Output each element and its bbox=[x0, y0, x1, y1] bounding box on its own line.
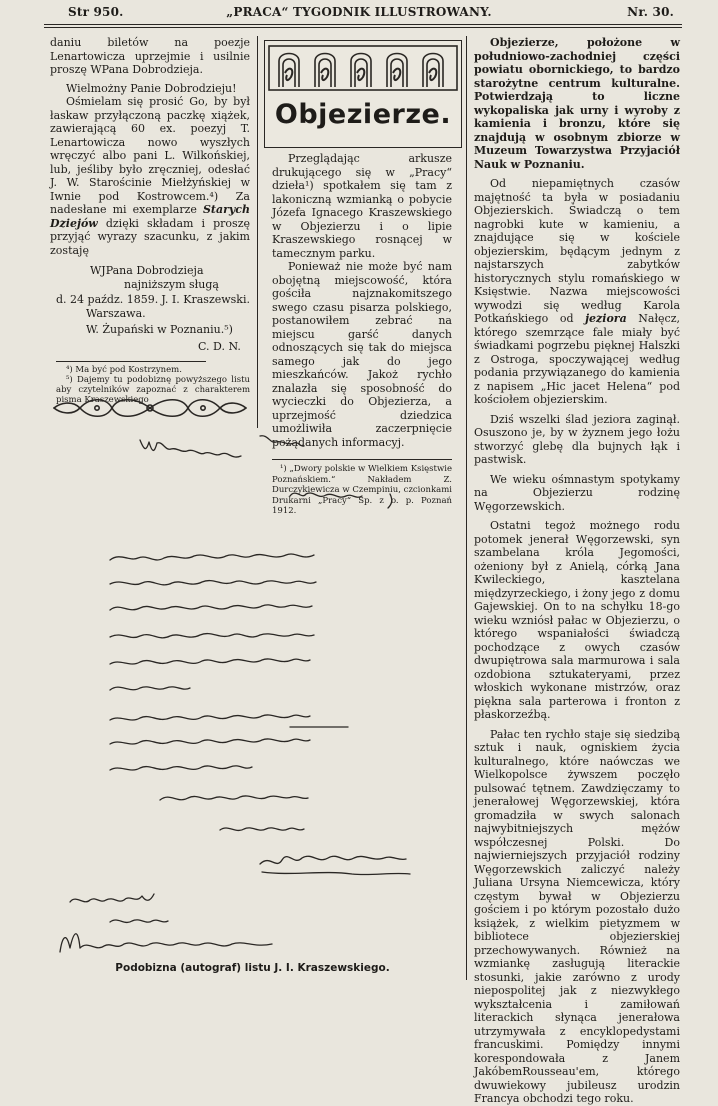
right-column bbox=[474, 36, 680, 1106]
handwritten-letter-facsimile bbox=[50, 432, 455, 962]
article-title-box bbox=[264, 40, 462, 148]
footnote-4: ⁴) Ma być pod Kostrzynem. bbox=[66, 365, 182, 375]
right-paragraph-1: Objezierze, położone w południowo-zachodniej części powiatu obornickiego, to bardzo starożytne centrum kulturalne. Potwierdzają to liczne wykopaliska jak urny i wyroby z kamienia i bronzu, które się znajdują w osobnym zbiorze w Muzeum Towarzystwa Przyjaciół Nauk w Poznaniu. bbox=[474, 36, 680, 171]
middle-paragraph-1: Przeglądając arkusze drukującego się w „Pracy“ dzieła¹) spotkałem się tam z lakoniczną wzmianką o pobycie Józefa Ignacego Kraszewskiego w Objezierzu i o lipie Kraszewskiego rosnącej w tamecznym parku. bbox=[272, 152, 452, 260]
letter-body: Ośmielam się prosić Go, by był łaskaw przyłączoną paczkę xiążek, zawierającą 60 ex. poezyj T. Lenartowicza nowo wyszłych wręczyć albo pani L. Wilkońskiej, lub, jeśliby było zręczniej, odesłać J. W. Starościnie Miełżyńskiej w Iwnie pod Kostrowcem.⁴) Za nadesłane mi exemplarze Starych Dziejów dzięki składam i proszę przyjąć wyrazy szacunku, z jakim zostaję bbox=[50, 95, 251, 257]
letter-date: d. 24 paźdz. 1859. bbox=[56, 293, 159, 306]
header-rule bbox=[44, 24, 682, 25]
ornamental-divider bbox=[50, 395, 250, 421]
publication-title: „PRACA“ TYGODNIK ILLUSTROWANY. bbox=[226, 5, 492, 19]
right-paragraph-2: Od niepamiętnych czasów majętność ta była w posiadaniu Objezierskich. Świadczą o tem nagrobki kute w kamieniu, a znajdujące się w kościele objezierskim, będącym jednym z najstarszych zabytków historycznych stylu romańskiego w Księstwie. Nazwa miejscowości wywodzi się według Karola Potkańskiego od jeziora Nałęcz, którego szemrzące fale miały być świadkami pogrzebu pięknej Halszki z Ostroga, spoczywającej według podania przywiązanego do kamienia z napisem „Hic jacet Helena“ pod kościołem objezierskim. bbox=[474, 177, 680, 406]
header-rule-thin bbox=[44, 27, 682, 28]
letter-signature: J. I. Kraszewski. bbox=[161, 293, 250, 306]
letter-closing-1: WJPana Dobrodzieja bbox=[90, 264, 204, 277]
footnote-1: ¹) „Dwory polskie w Wielkiem Księstwie Poznańskiem.“ Nakładem Z. Durczykiewicza w Czempiniu, czcionkami Drukarni „Pracy“ Sp. z o. p. Poznań 1912. bbox=[272, 464, 452, 516]
right-paragraph-4: We wieku ośmnastym spotykamy na Objezierzu rodzinę Węgorzewskich. bbox=[474, 472, 680, 513]
footnote-rule bbox=[56, 361, 206, 362]
left-paragraph-1: daniu biletów na poezje Lenartowicza uprzejmie i usilnie proszę WPana Dobrodzieja. bbox=[50, 36, 250, 76]
footnote-5: ⁵) Dajemy tu podobiznę powyższego listu aby czytelników zapoznać z charakterem pisma Kraszewskiego bbox=[56, 375, 250, 405]
issue-number: Nr. 30. bbox=[627, 5, 674, 19]
right-paragraph-6: Pałac ten rychło staje się siedzibą sztuk i nauk, ogniskiem życia kulturalnego, które naówczas we Wielkopolsce żywszem poczęło pulsować tętnem. Zawdzięczamy to jenerałowej Węgorzewskiej, która gromadziła w swych salonach najwybitniejszych mężów współczesnej Polski. Do najwierniejszych przyjaciół rodziny Węgorzewskich zaliczyć należy Juliana Ursyna Niemcewicza, który częstym bywał w Objezierzu gościem i po którym pozostało dużo książek, z wielkim pietyzmem w bibliotece objezierskiej przechowywanych. Również na wzmiankę zasługują literackie stosunki, jakie zarówno z urody niepospolitej jak z niezwykłego wykształcenia i zamiłowań literackich słynąca jenerałowa utrzymywała z encyklopedystami francuskimi. Pomiędzy innymi korespondowała z Janem JakóbemRousseau'em, którego dwuwiekowy jubileusz urodzin Francya obchodzi tego roku. bbox=[474, 727, 680, 1105]
column-rule-left bbox=[257, 36, 258, 428]
letter-place: Warszawa. bbox=[86, 306, 146, 320]
right-paragraph-5: Ostatni tegoż możnego rodu potomek jenerał Węgorzewski, syn szambelana króla Jegomości, ożeniony był z Anielą, córką Jana Kwileckiego, kasztelana międzyrzeckiego, i żony jego z domu Gajewskiej. On to na schyłku 18-go wieku wzniósł pałac w Objezierzu, o którego wspaniałości świadczą pochodzące z owych czasów dwupiętrowa sala marmurowa i sala ozdobiona sztukateryami, przez włoskich wykonane mistrzów, oraz piękna sala parterowa i fronton z płaskorzeźbą. bbox=[474, 519, 680, 721]
article-title: Objezierze. bbox=[274, 99, 452, 130]
letter-addressee: W. Żupański w Poznaniu.⁵) bbox=[86, 323, 233, 336]
letter-date-signature bbox=[50, 293, 250, 307]
letter-salutation: Wielmożny Panie Dobrodzieju! bbox=[66, 81, 237, 95]
letter-closing-2: najniższym sługą bbox=[124, 277, 219, 291]
left-column bbox=[50, 36, 250, 405]
continued-note: C. D. N. bbox=[198, 339, 241, 353]
art-nouveau-header-ornament bbox=[265, 43, 461, 93]
letter-italic-title: Starych Dziejów bbox=[50, 203, 251, 230]
facsimile-caption: Podobizna (autograf) listu J. I. Kraszewskiego. bbox=[115, 962, 390, 974]
right-paragraph-3: Dziś wszelki ślad jeziora zaginął. Osuszono je, by w żyznem jego łożu stworzyć glebę dla bujnych łąk i pastwisk. bbox=[474, 412, 680, 466]
middle-paragraph-2: Ponieważ nie może być nam obojętną miejscowość, która gościła najznakomitszego swego czasu pisarza polskiego, postanowiłem zebrać na miejscu garść danych odnoszących się tak do miejsca samego jak do jego mieszkańców. Jakoż rychło znalazła się sposobność do wycieczki do Objezierza, a uprzejmość dziedzica umożliwiła zaczerpnięcie pożądanych informacyj. bbox=[272, 260, 452, 449]
page-number: Str 950. bbox=[68, 5, 124, 19]
column-rule-right bbox=[466, 36, 467, 980]
right-italic-word: jeziora bbox=[585, 312, 627, 325]
